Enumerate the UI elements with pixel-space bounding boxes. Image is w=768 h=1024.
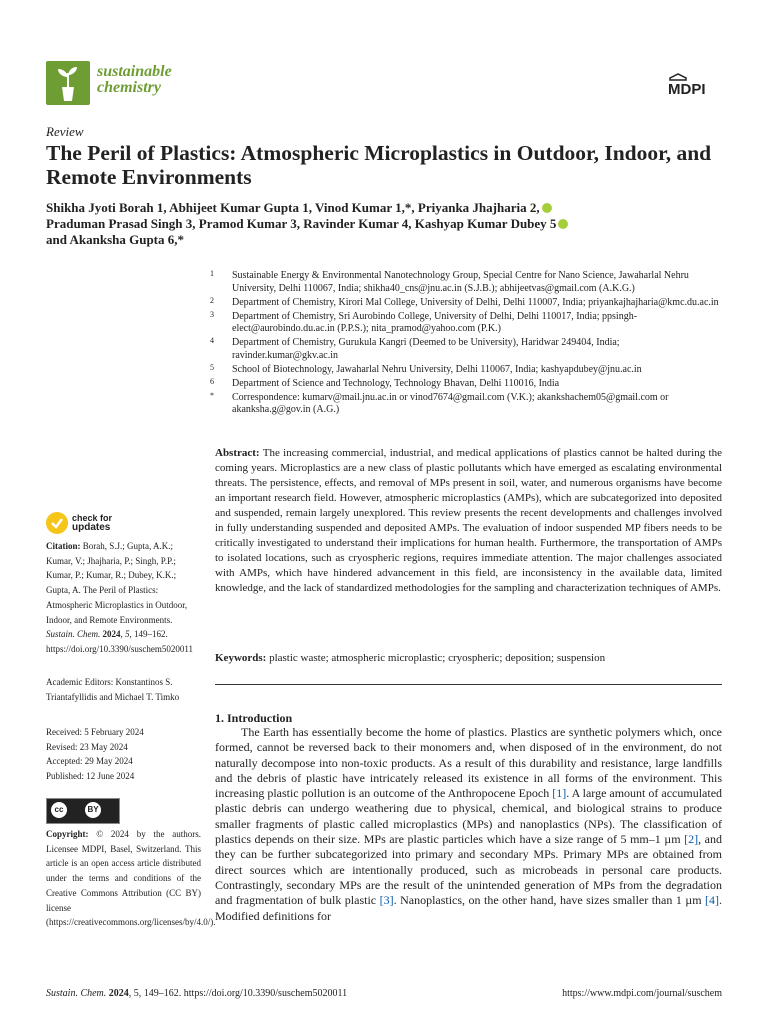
footer-journal-url[interactable]: https://www.mdpi.com/journal/suschem [562,988,722,999]
reference-link[interactable]: [1] [552,786,567,801]
academic-editors: Academic Editors: Konstantinos S. Triantafyllidis and Michael T. Timko [46,677,180,702]
introduction-text: The Earth has essentially become the home of plastics. Plastics are synthetic polymers which, once formed, cannot be reversed back to their monomers and, when disposed of in the environment, do not naturally decompose into non-toxic products. As a result of this durability and resistance, large landfills and the debris of plastic have intricately released its existence in all forms of the environment. This increasing plastic pollution is an outcome of the Anthropocene Epoch [1]. A large amount of accumulated plastic debris can undergo weathering due to physical, chemical, and biological strains to produce smaller fragments of plastic called microplastics (MPs) and nanoplastics (NPs). The classification of plastics depends on their size. MPs are plastic particles which have a size range of 5 mm–1 µm [2], and they can be further subcategorized into primary and secondary MPs. Primary MPs are obtained from direct sources which are intentionally produced, such as microbeads in personal care products. Contrastingly, secondary MPs are the result of the unintended generation of MPs from the degradation and fragmentation of bulk plastic [3]. Nanoplastics, on the other hand, have sizes smaller than 1 µm [4]. Modified definitions for [215,725,723,923]
affiliation-item: 3 Department of Chemistry, Sri Aurobindo College, University of Delhi, Delhi 110017, India; ppsingh-elect@aurobindo.du.ac.in (P.P.S.); nita_pramod@yahoo.com (P.K.) [210,309,638,334]
divider [215,684,722,685]
authors-line-1: Shikha Jyoti Borah 1, Abhijeet Kumar Gupta 1, Vinod Kumar 1,*, Priyanka Jhajharia 2, [46,200,540,215]
authors-line-3: and Akanksha Gupta 6,* [46,232,185,247]
authors-line-2: Praduman Prasad Singh 3, Pramod Kumar 3, Ravinder Kumar 4, Kashyap Kumar Dubey 5 [46,216,557,231]
affiliations [206,270,726,418]
author-list [46,200,726,248]
cc-by-license-badge[interactable] [46,798,120,824]
dates-block: Received: 5 February 2024 Revised: 23 May 2024 Accepted: 29 May 2024 Published: 12 June 2024 [46,727,144,782]
reference-link[interactable]: [3] [379,893,394,908]
keywords-label: Keywords: [215,652,267,664]
footer-citation: Sustain. Chem. 2024, 5, 149–162. https://doi.org/10.3390/suschem5020011 [46,988,348,999]
orcid-icon[interactable] [542,203,552,213]
reference-link[interactable]: [4] [705,893,719,908]
citation-doi-link[interactable]: https://doi.org/10.3390/suschem5020011 [46,643,194,654]
copyright-block: Copyright: © 2024 by the authors. Licensee MDPI, Basel, Switzerland. This article is an open access article distributed under the terms and conditions of the Creative Commons Attribution (CC BY) license (https://creativecommons.org/licenses/by/4.0/). [46,829,216,928]
reference-link[interactable]: [2] [684,832,699,847]
affiliation-item: 5 School of Biotechnology, Jawaharlal Nehru University, Delhi 110067, India; kashyapdubey@jnu.ac.in [210,362,642,375]
by-icon: BY [85,802,101,818]
citation-block: Citation: Borah, S.J.; Gupta, A.K.; Kumar, V.; Jhajharia, P.; Singh, P.P.; Kumar, P.; Kumar, R.; Dubey, K.K.; Gupta, A. The Peril of Plastics: Atmospheric Microplastics in Outdoor, Indoor, and Remote Environments. Sustain. Chem. 2024, 5, 149–162. https://doi.org/10.3390/suschem5020011 [46,541,194,654]
correspondence: * Correspondence: kumarv@mail.jnu.ac.in or vinod7674@gmail.com (V.K.); akankshachem05@gmail.com or akanksha.g@gov.in (A.G.) [210,390,669,415]
abstract-text: The increasing commercial, industrial, and medical applications of plastics cannot be halted during the coming years. Microplastics are a new class of plastic pollutants which have emerged as escalating environmental threats. The persistence, effects, and removal of MPs present in soil, water, and numerous organisms have become an important research field. However, atmospheric microplastics (AMPs), which are subcategorized into deposited and suspended, remain largely unexplored. This review presents the recent developments and challenges involved in fully understanding suspended and deposited AMPs. The evaluation of indoor suspended MP fibers needs to be critically investigated to understand their implications for human health. Furthermore, the transportation of AMPs to isolated locations, such as cryospheric regions, requires immediate attention. The major challenges associated with AMPs, which have hindered advancement in this field, are inconsistency in the available data, limited knowledge, and the lack of standardized methodologies for the sampling and characterization techniques of AMPs. [215,447,722,594]
journal-name: sustainable chemistry [97,63,172,96]
article-type: Review [46,124,84,139]
page-footer [46,988,722,999]
keywords [215,651,722,666]
affiliation-item: 2 Department of Chemistry, Kirori Mal College, University of Delhi, Delhi 110007, India; priyankajhajharia@kmc.du.ac.in [210,295,719,308]
abstract-label: Abstract: [215,447,260,459]
check-updates-button[interactable]: check for updates [72,513,113,533]
affiliation-item: 4 Department of Chemistry, Gurukula Kangri (Deemed to be University), Haridwar 249404, India; ravinder.kumar@gkv.ac.in [210,336,620,361]
journal-logo-icon [46,61,90,105]
publisher-logo [666,72,722,100]
cc-icon: cc [51,802,67,818]
abstract [215,446,722,596]
check-updates-icon[interactable] [46,512,68,534]
affiliation-item: 6 Department of Science and Technology, Technology Bhavan, Delhi 110016, India [210,376,560,389]
article-title: The Peril of Plastics: Atmospheric Microplastics in Outdoor, Indoor, and Remote Environments [46,141,712,189]
affiliation-item: 1 Sustainable Energy & Environmental Nanotechnology Group, Special Centre for Nano Science, Jawaharlal Nehru University, Delhi 110067, India; shikha40_cns@jnu.ac.in (S.J.B.); abhijeetvas@gmail.com (A.K.G.) [210,269,689,294]
svg-text:MDPI: MDPI [668,81,706,98]
section-heading: 1. Introduction [215,711,293,725]
orcid-icon[interactable] [558,219,568,229]
keywords-text: plastic waste; atmospheric microplastic; cryospheric; deposition; suspension [269,652,606,664]
